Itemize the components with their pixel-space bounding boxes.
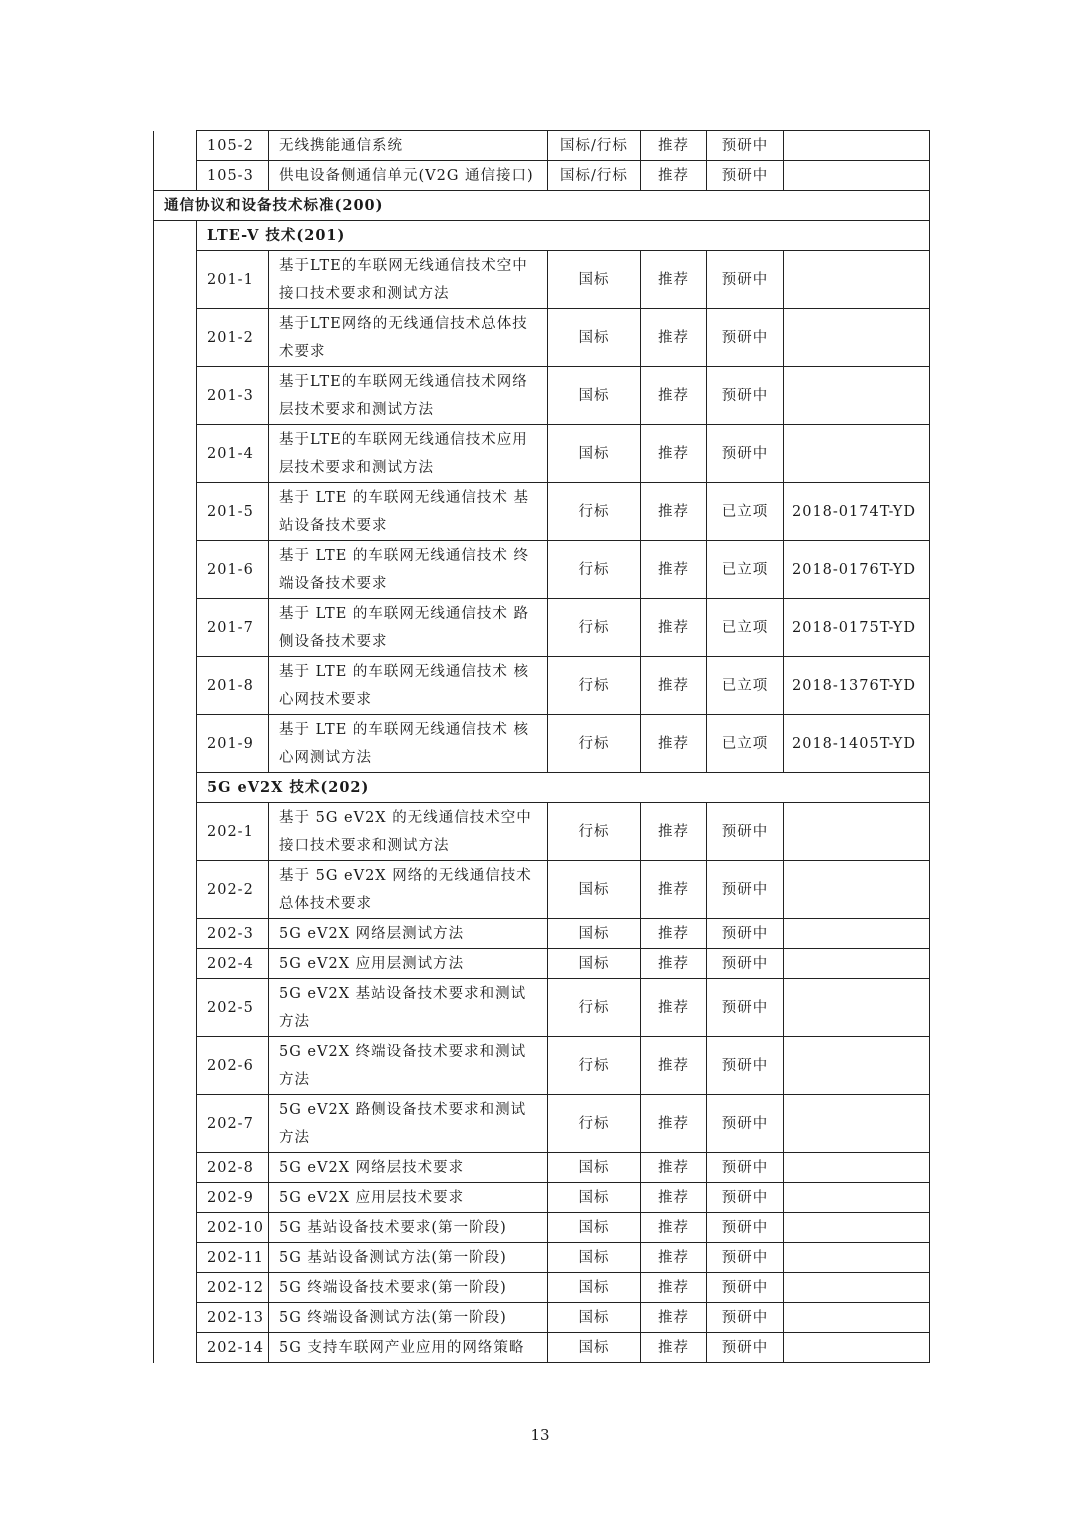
indent-cell bbox=[154, 1183, 197, 1213]
project-code bbox=[784, 1095, 930, 1153]
standard-type: 行标 bbox=[548, 1037, 641, 1095]
table-row bbox=[154, 861, 930, 919]
standard-name: 基于 LTE 的车联网无线通信技术 核心网测试方法 bbox=[269, 715, 548, 773]
standard-name: 5G 终端设备技术要求(第一阶段) bbox=[269, 1273, 548, 1303]
project-code bbox=[784, 1333, 930, 1363]
standard-attribute: 推荐 bbox=[641, 1303, 707, 1333]
indent-cell bbox=[154, 715, 197, 773]
standard-name: 基于 5G eV2X 网络的无线通信技术总体技术要求 bbox=[269, 861, 548, 919]
table-row bbox=[154, 599, 930, 657]
project-code bbox=[784, 367, 930, 425]
project-code: 2018-1376T-YD bbox=[784, 657, 930, 715]
table-row bbox=[154, 949, 930, 979]
project-code: 2018-0174T-YD bbox=[784, 483, 930, 541]
standard-type: 国标 bbox=[548, 949, 641, 979]
standard-name: 基于LTE网络的无线通信技术总体技术要求 bbox=[269, 309, 548, 367]
standard-type: 国标 bbox=[548, 1273, 641, 1303]
standard-id: 202-6 bbox=[197, 1037, 269, 1095]
standard-type: 国标 bbox=[548, 367, 641, 425]
standard-id: 202-13 bbox=[197, 1303, 269, 1333]
standard-name: 5G eV2X 终端设备技术要求和测试方法 bbox=[269, 1037, 548, 1095]
indent-cell bbox=[154, 1333, 197, 1363]
indent-cell bbox=[154, 161, 197, 191]
standard-status: 预研中 bbox=[707, 979, 784, 1037]
standard-id: 201-9 bbox=[197, 715, 269, 773]
indent-cell bbox=[154, 1213, 197, 1243]
table-row bbox=[154, 803, 930, 861]
standard-name: 基于LTE的车联网无线通信技术应用层技术要求和测试方法 bbox=[269, 425, 548, 483]
indent-cell bbox=[154, 657, 197, 715]
indent-cell bbox=[154, 1303, 197, 1333]
indent-cell bbox=[154, 425, 197, 483]
table-row bbox=[154, 1183, 930, 1213]
project-code bbox=[784, 1273, 930, 1303]
standard-status: 预研中 bbox=[707, 1153, 784, 1183]
standard-attribute: 推荐 bbox=[641, 425, 707, 483]
standard-status: 预研中 bbox=[707, 1183, 784, 1213]
standard-name: 5G eV2X 基站设备技术要求和测试方法 bbox=[269, 979, 548, 1037]
standard-name: 基于 LTE 的车联网无线通信技术 基站设备技术要求 bbox=[269, 483, 548, 541]
indent-cell bbox=[154, 251, 197, 309]
standard-attribute: 推荐 bbox=[641, 715, 707, 773]
indent-cell bbox=[154, 599, 197, 657]
standard-status: 预研中 bbox=[707, 131, 784, 161]
standard-type: 行标 bbox=[548, 657, 641, 715]
table-row bbox=[154, 483, 930, 541]
standard-status: 预研中 bbox=[707, 309, 784, 367]
subsection-title: LTE-V 技术(201) bbox=[197, 221, 930, 251]
project-code bbox=[784, 979, 930, 1037]
standard-name: 5G eV2X 路侧设备技术要求和测试方法 bbox=[269, 1095, 548, 1153]
standard-type: 国标 bbox=[548, 1213, 641, 1243]
section-row bbox=[154, 191, 930, 221]
standard-type: 行标 bbox=[548, 1095, 641, 1153]
standard-id: 202-7 bbox=[197, 1095, 269, 1153]
standard-status: 预研中 bbox=[707, 1243, 784, 1273]
standard-type: 行标 bbox=[548, 715, 641, 773]
standard-id: 202-3 bbox=[197, 919, 269, 949]
standard-attribute: 推荐 bbox=[641, 1153, 707, 1183]
standard-id: 202-5 bbox=[197, 979, 269, 1037]
standard-status: 已立项 bbox=[707, 541, 784, 599]
standard-id: 202-9 bbox=[197, 1183, 269, 1213]
project-code bbox=[784, 251, 930, 309]
standard-attribute: 推荐 bbox=[641, 131, 707, 161]
standard-attribute: 推荐 bbox=[641, 1095, 707, 1153]
standard-attribute: 推荐 bbox=[641, 367, 707, 425]
project-code bbox=[784, 425, 930, 483]
standard-name: 基于 LTE 的车联网无线通信技术 终端设备技术要求 bbox=[269, 541, 548, 599]
standard-name: 基于 5G eV2X 的无线通信技术空中接口技术要求和测试方法 bbox=[269, 803, 548, 861]
project-code bbox=[784, 949, 930, 979]
standard-attribute: 推荐 bbox=[641, 979, 707, 1037]
table-row bbox=[154, 425, 930, 483]
indent-cell bbox=[154, 861, 197, 919]
standard-name: 5G eV2X 应用层技术要求 bbox=[269, 1183, 548, 1213]
standard-id: 202-12 bbox=[197, 1273, 269, 1303]
project-code: 2018-0175T-YD bbox=[784, 599, 930, 657]
standard-attribute: 推荐 bbox=[641, 949, 707, 979]
table-row bbox=[154, 541, 930, 599]
standard-attribute: 推荐 bbox=[641, 251, 707, 309]
table-row bbox=[154, 161, 930, 191]
standard-attribute: 推荐 bbox=[641, 919, 707, 949]
standard-attribute: 推荐 bbox=[641, 483, 707, 541]
standard-attribute: 推荐 bbox=[641, 1213, 707, 1243]
project-code bbox=[784, 1183, 930, 1213]
indent-cell bbox=[154, 1037, 197, 1095]
standard-name: 5G eV2X 应用层测试方法 bbox=[269, 949, 548, 979]
standard-name: 无线携能通信系统 bbox=[269, 131, 548, 161]
standard-id: 105-3 bbox=[197, 161, 269, 191]
standard-status: 预研中 bbox=[707, 803, 784, 861]
table-row bbox=[154, 1037, 930, 1095]
standard-attribute: 推荐 bbox=[641, 599, 707, 657]
indent-cell bbox=[154, 949, 197, 979]
standard-id: 201-1 bbox=[197, 251, 269, 309]
project-code bbox=[784, 861, 930, 919]
standard-id: 105-2 bbox=[197, 131, 269, 161]
standard-id: 202-8 bbox=[197, 1153, 269, 1183]
standard-id: 201-7 bbox=[197, 599, 269, 657]
indent-cell bbox=[154, 221, 197, 251]
table-row bbox=[154, 657, 930, 715]
table-row bbox=[154, 1095, 930, 1153]
standard-attribute: 推荐 bbox=[641, 1243, 707, 1273]
indent-cell bbox=[154, 131, 197, 161]
standard-id: 202-10 bbox=[197, 1213, 269, 1243]
standards-table bbox=[153, 130, 930, 1363]
indent-cell bbox=[154, 1243, 197, 1273]
standard-status: 预研中 bbox=[707, 949, 784, 979]
standard-name: 基于 LTE 的车联网无线通信技术 路侧设备技术要求 bbox=[269, 599, 548, 657]
standard-status: 预研中 bbox=[707, 1303, 784, 1333]
standard-status: 预研中 bbox=[707, 425, 784, 483]
standard-type: 行标 bbox=[548, 979, 641, 1037]
standard-type: 行标 bbox=[548, 599, 641, 657]
table-row bbox=[154, 1153, 930, 1183]
standard-attribute: 推荐 bbox=[641, 309, 707, 367]
standard-status: 已立项 bbox=[707, 483, 784, 541]
indent-cell bbox=[154, 919, 197, 949]
table-row bbox=[154, 251, 930, 309]
standard-attribute: 推荐 bbox=[641, 161, 707, 191]
standard-attribute: 推荐 bbox=[641, 1273, 707, 1303]
project-code bbox=[784, 919, 930, 949]
standard-type: 国标 bbox=[548, 425, 641, 483]
table-row bbox=[154, 715, 930, 773]
standard-type: 行标 bbox=[548, 541, 641, 599]
standard-status: 预研中 bbox=[707, 251, 784, 309]
project-code bbox=[784, 1153, 930, 1183]
indent-cell bbox=[154, 773, 197, 803]
table-row bbox=[154, 1273, 930, 1303]
standard-id: 201-6 bbox=[197, 541, 269, 599]
standard-attribute: 推荐 bbox=[641, 1037, 707, 1095]
standard-name: 基于LTE的车联网无线通信技术空中接口技术要求和测试方法 bbox=[269, 251, 548, 309]
table-row bbox=[154, 367, 930, 425]
indent-cell bbox=[154, 1273, 197, 1303]
table-row bbox=[154, 979, 930, 1037]
standard-type: 国标 bbox=[548, 861, 641, 919]
standard-type: 国标 bbox=[548, 1333, 641, 1363]
standard-type: 国标/行标 bbox=[548, 131, 641, 161]
project-code bbox=[784, 1303, 930, 1333]
indent-cell bbox=[154, 309, 197, 367]
standard-name: 5G 支持车联网产业应用的网络策略 bbox=[269, 1333, 548, 1363]
project-code bbox=[784, 131, 930, 161]
indent-cell bbox=[154, 541, 197, 599]
standard-id: 201-8 bbox=[197, 657, 269, 715]
standard-type: 国标 bbox=[548, 309, 641, 367]
standard-status: 预研中 bbox=[707, 1213, 784, 1243]
project-code bbox=[784, 1243, 930, 1273]
project-code: 2018-1405T-YD bbox=[784, 715, 930, 773]
standard-type: 行标 bbox=[548, 483, 641, 541]
standard-type: 国标 bbox=[548, 1303, 641, 1333]
indent-cell bbox=[154, 483, 197, 541]
standard-attribute: 推荐 bbox=[641, 541, 707, 599]
standard-id: 202-2 bbox=[197, 861, 269, 919]
project-code bbox=[784, 803, 930, 861]
standard-name: 5G eV2X 网络层技术要求 bbox=[269, 1153, 548, 1183]
standard-id: 201-2 bbox=[197, 309, 269, 367]
standard-status: 预研中 bbox=[707, 1095, 784, 1153]
standard-id: 202-14 bbox=[197, 1333, 269, 1363]
standard-status: 已立项 bbox=[707, 599, 784, 657]
standard-type: 国标 bbox=[548, 1243, 641, 1273]
standard-status: 预研中 bbox=[707, 1037, 784, 1095]
standard-status: 已立项 bbox=[707, 715, 784, 773]
standard-name: 供电设备侧通信单元(V2G 通信接口) bbox=[269, 161, 548, 191]
table-row bbox=[154, 1243, 930, 1273]
indent-cell bbox=[154, 1153, 197, 1183]
table-row bbox=[154, 1303, 930, 1333]
page-number: 13 bbox=[530, 1426, 550, 1444]
standard-status: 预研中 bbox=[707, 161, 784, 191]
standard-id: 201-5 bbox=[197, 483, 269, 541]
standard-type: 国标 bbox=[548, 1183, 641, 1213]
subsection-row bbox=[154, 221, 930, 251]
standard-attribute: 推荐 bbox=[641, 1183, 707, 1213]
table-row bbox=[154, 309, 930, 367]
standard-status: 预研中 bbox=[707, 1273, 784, 1303]
project-code bbox=[784, 309, 930, 367]
standard-status: 预研中 bbox=[707, 367, 784, 425]
project-code bbox=[784, 1213, 930, 1243]
standard-name: 5G 基站设备技术要求(第一阶段) bbox=[269, 1213, 548, 1243]
standard-id: 201-3 bbox=[197, 367, 269, 425]
subsection-row bbox=[154, 773, 930, 803]
project-code: 2018-0176T-YD bbox=[784, 541, 930, 599]
standard-type: 国标 bbox=[548, 251, 641, 309]
standard-type: 国标/行标 bbox=[548, 161, 641, 191]
standard-name: 5G 终端设备测试方法(第一阶段) bbox=[269, 1303, 548, 1333]
indent-cell bbox=[154, 367, 197, 425]
standard-id: 202-4 bbox=[197, 949, 269, 979]
project-code bbox=[784, 161, 930, 191]
indent-cell bbox=[154, 1095, 197, 1153]
standard-status: 预研中 bbox=[707, 919, 784, 949]
standard-type: 行标 bbox=[548, 803, 641, 861]
project-code bbox=[784, 1037, 930, 1095]
subsection-title: 5G eV2X 技术(202) bbox=[197, 773, 930, 803]
indent-cell bbox=[154, 979, 197, 1037]
table-row bbox=[154, 919, 930, 949]
standard-name: 5G eV2X 网络层测试方法 bbox=[269, 919, 548, 949]
table-row bbox=[154, 1333, 930, 1363]
standard-status: 已立项 bbox=[707, 657, 784, 715]
standard-name: 5G 基站设备测试方法(第一阶段) bbox=[269, 1243, 548, 1273]
table-row bbox=[154, 1213, 930, 1243]
standard-attribute: 推荐 bbox=[641, 861, 707, 919]
standard-type: 国标 bbox=[548, 919, 641, 949]
standard-attribute: 推荐 bbox=[641, 803, 707, 861]
standard-id: 202-11 bbox=[197, 1243, 269, 1273]
standard-status: 预研中 bbox=[707, 1333, 784, 1363]
standard-name: 基于LTE的车联网无线通信技术网络层技术要求和测试方法 bbox=[269, 367, 548, 425]
standard-attribute: 推荐 bbox=[641, 1333, 707, 1363]
table-row bbox=[154, 131, 930, 161]
standard-attribute: 推荐 bbox=[641, 657, 707, 715]
standard-id: 201-4 bbox=[197, 425, 269, 483]
standard-id: 202-1 bbox=[197, 803, 269, 861]
standard-status: 预研中 bbox=[707, 861, 784, 919]
indent-cell bbox=[154, 803, 197, 861]
standard-type: 国标 bbox=[548, 1153, 641, 1183]
standard-name: 基于 LTE 的车联网无线通信技术 核心网技术要求 bbox=[269, 657, 548, 715]
section-title: 通信协议和设备技术标准(200) bbox=[154, 191, 930, 221]
